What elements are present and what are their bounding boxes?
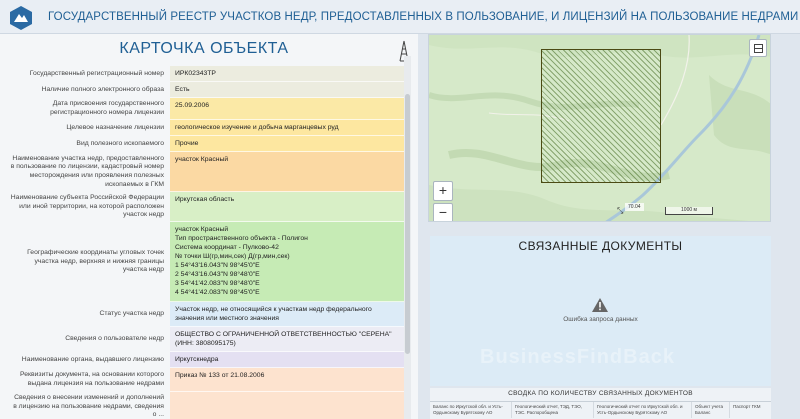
- attribute-label: Дата присвоения государственного регистрационного номера лицензии: [50, 100, 164, 116]
- layers-icon-divider: [754, 48, 763, 49]
- attribute-row: [8, 302, 404, 327]
- attribute-value[interactable]: ИРК02343ТР: [170, 66, 404, 82]
- attribute-value[interactable]: Есть: [170, 82, 404, 98]
- attribute-row: [8, 82, 404, 98]
- attribute-value[interactable]: Приказ № 133 от 21.08.2006: [170, 368, 404, 392]
- attribute-row: [8, 392, 404, 419]
- attribute-value[interactable]: участок Красный: [170, 152, 404, 192]
- attribute-row: [8, 120, 404, 136]
- error-message: Ошибка запроса данных: [563, 316, 638, 323]
- summary-column: Геологический отчет по Иркутской обл. и Усть-Ордынскому Бурятскому АО: [594, 402, 692, 418]
- summary-column: Паспорт ГКМ: [733, 404, 761, 409]
- layers-button[interactable]: [749, 39, 767, 57]
- attribute-value[interactable]: ОБЩЕСТВО С ОГРАНИЧЕННОЙ ОТВЕТСТВЕННОСТЬЮ "СЕРЕНА" (ИНН: 3808095175): [170, 327, 404, 352]
- map-scale-bar: 1000 м: [665, 207, 713, 215]
- attribute-value[interactable]: геологическое изучение и добыча марганцевых руд: [170, 120, 404, 136]
- map-zoom-readout: 70.04: [625, 203, 644, 211]
- attribute-label: Географические координаты угловых точек участка недр, верхняя и нижняя границы участка недр: [27, 249, 164, 274]
- attribute-label: Государственный регистрационный номер: [29, 69, 164, 77]
- attribute-value[interactable]: Иркутская область: [170, 192, 404, 222]
- attribute-row: [8, 98, 404, 120]
- attribute-table: [8, 66, 404, 419]
- attribute-label: Статус участка недр: [99, 310, 164, 318]
- attribute-row: [8, 222, 404, 302]
- card-scroll-thumb[interactable]: [405, 94, 410, 354]
- attribute-value[interactable]: Иркутскнедра: [170, 352, 404, 368]
- attribute-label: Наименование органа, выдавшего лицензию: [21, 355, 164, 363]
- object-card-panel: [0, 34, 418, 419]
- zoom-out-button[interactable]: −: [433, 203, 453, 222]
- attribute-value[interactable]: Участок недр, не относящийся к участкам недр федерального значения или местного значения: [170, 302, 404, 327]
- attribute-row: [8, 136, 404, 152]
- watermark: BusinessFindBack: [480, 346, 675, 368]
- app-header: [0, 0, 800, 34]
- attribute-label: Наличие полного электронного образа: [41, 85, 164, 93]
- summary-column: Баланс по Иркутской обл. и Усть-Ордынскому Бурятскому АО: [430, 402, 512, 418]
- attribute-label: Реквизиты документа, на основании которого выдана лицензия на пользование недрами: [20, 371, 164, 387]
- license-area-polygon[interactable]: [541, 49, 661, 183]
- attribute-value[interactable]: [170, 392, 404, 419]
- attribute-value[interactable]: участок Красный Тип пространственного объекта - Полигон Система координат - Пулково-42 № точки Ш(гр,мин,сек) Д(гр,мин,сек) 1 54°43'16.043"N 98°45'0"E 2 54°43'16.043"N 98°48'0"E 3 54°41'42.083"N 98°48'0"E 4 54°41'42.083"N 98°45'0"E: [170, 222, 404, 302]
- attribute-label: Наименование участка недр, предоставленного в пользование по лицензии, кадастровый номер месторождения или проявления полезных ископаемых в ГКМ: [10, 154, 164, 188]
- attribute-value[interactable]: 25.09.2006: [170, 98, 404, 120]
- warning-icon: [592, 298, 608, 312]
- attribute-row: [8, 368, 404, 392]
- attribute-label: Сведения о пользователе недр: [65, 335, 164, 343]
- attribute-label: Наименование субъекта Российской Федерации или иной территории, на которой расположен участок недр: [10, 194, 164, 219]
- locate-icon[interactable]: ⤡: [617, 206, 624, 215]
- attribute-label: Сведения о внесении изменений и дополнений в лицензию на пользование недрами, сведения о ...: [13, 394, 164, 419]
- summary-title: СВОДКА ПО КОЛИЧЕСТВУ СВЯЗАННЫХ ДОКУМЕНТОВ: [508, 390, 693, 397]
- attribute-label: Целевое назначение лицензии: [66, 123, 164, 131]
- attribute-row: [8, 327, 404, 352]
- summary-column: Геологический отчет, ТЭД, ТЭО, ТЭС. Распоробщена: [512, 402, 594, 418]
- attribute-row: [8, 66, 404, 82]
- attribute-label: Вид полезного ископаемого: [76, 139, 164, 147]
- map-view[interactable]: [428, 34, 771, 222]
- documents-summary: [430, 388, 771, 419]
- registry-title: ГОСУДАРСТВЕННЫЙ РЕЕСТР УЧАСТКОВ НЕДР, ПРЕДОСТАВЛЕННЫХ В ПОЛЬЗОВАНИЕ, И ЛИЦЕНЗИЙ НА ПОЛЬЗОВАНИЕ НЕДРАМИ: [48, 11, 799, 23]
- right-gutter: [778, 34, 800, 419]
- attribute-row: [8, 352, 404, 368]
- zoom-in-button[interactable]: +: [433, 181, 453, 201]
- card-title: КАРТОЧКА ОБЪЕКТА: [119, 40, 289, 57]
- related-documents-panel: [430, 236, 771, 386]
- summary-columns: [430, 401, 771, 418]
- summary-column: Объект учета Баланс: [692, 402, 730, 418]
- attribute-row: [8, 192, 404, 222]
- related-documents-title: СВЯЗАННЫЕ ДОКУМЕНТЫ: [518, 239, 683, 253]
- attribute-value[interactable]: Прочие: [170, 136, 404, 152]
- attribute-row: [8, 152, 404, 192]
- registry-logo-icon: [8, 5, 34, 31]
